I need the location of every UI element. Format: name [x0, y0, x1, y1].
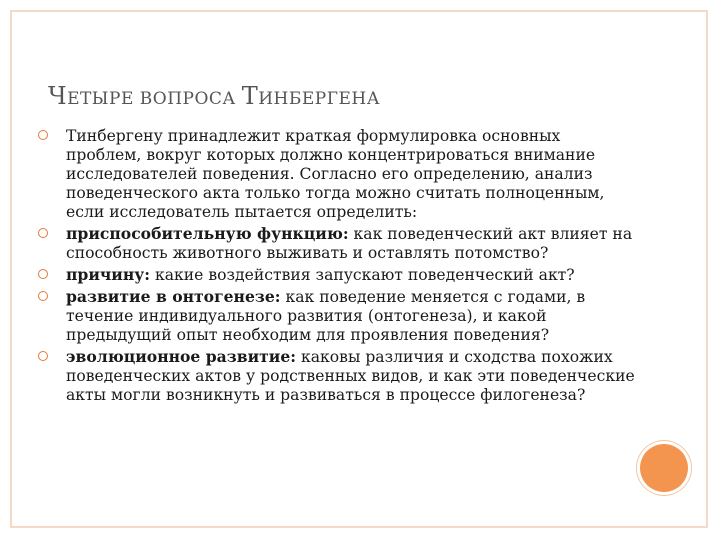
decorative-circle — [640, 444, 688, 492]
bullet-circle-icon — [38, 228, 48, 238]
bullet-circle-icon — [38, 291, 48, 301]
item-text: как поведение меняется с годами, в течение индивидуального развития (онтогенеза), и какой предыдущий опыт необходим для проявления поведения? — [66, 288, 586, 344]
title-initial-1: Ч — [48, 82, 68, 110]
item-term: причину: — [66, 265, 151, 284]
item-term: эволюционное развитие: — [66, 347, 297, 366]
title-initial-2: Т — [241, 82, 259, 110]
item-text: как поведенческий акт влияет на способность животного выживать и оставлять потомство? — [66, 225, 633, 262]
title-rest-2: ИНБЕРГЕНА — [258, 89, 381, 109]
list-item — [38, 224, 638, 263]
list-item — [38, 265, 638, 285]
list-item — [38, 347, 638, 405]
item-text: какие воздействия запускают поведенческий акт? — [150, 266, 575, 284]
bullet-list — [38, 126, 638, 405]
list-item — [38, 126, 638, 222]
title-rest-1: ЕТЫРЕ ВОПРОСА — [67, 89, 242, 109]
bullet-circle-icon — [38, 130, 48, 140]
item-text: каковы различия и сходства похожих поведенческих актов у родственных видов, и как эти поведенческие акты могли возникнуть и развиваться в процессе филогенеза? — [66, 348, 635, 404]
item-text: Тинбергену принадлежит краткая формулировка основных проблем, вокруг которых должно концентрироваться внимание исследователей поведения. Согласно его определению, анализ поведенческого акта только тогда можно считать полноценным, если исследователь пытается определить: — [66, 127, 605, 221]
item-term: развитие в онтогенезе: — [66, 287, 281, 306]
slide-title — [48, 82, 380, 110]
item-term: приспособительную функцию: — [66, 224, 349, 243]
bullet-circle-icon — [38, 351, 48, 361]
list-item — [38, 287, 638, 345]
bullet-circle-icon — [38, 269, 48, 279]
